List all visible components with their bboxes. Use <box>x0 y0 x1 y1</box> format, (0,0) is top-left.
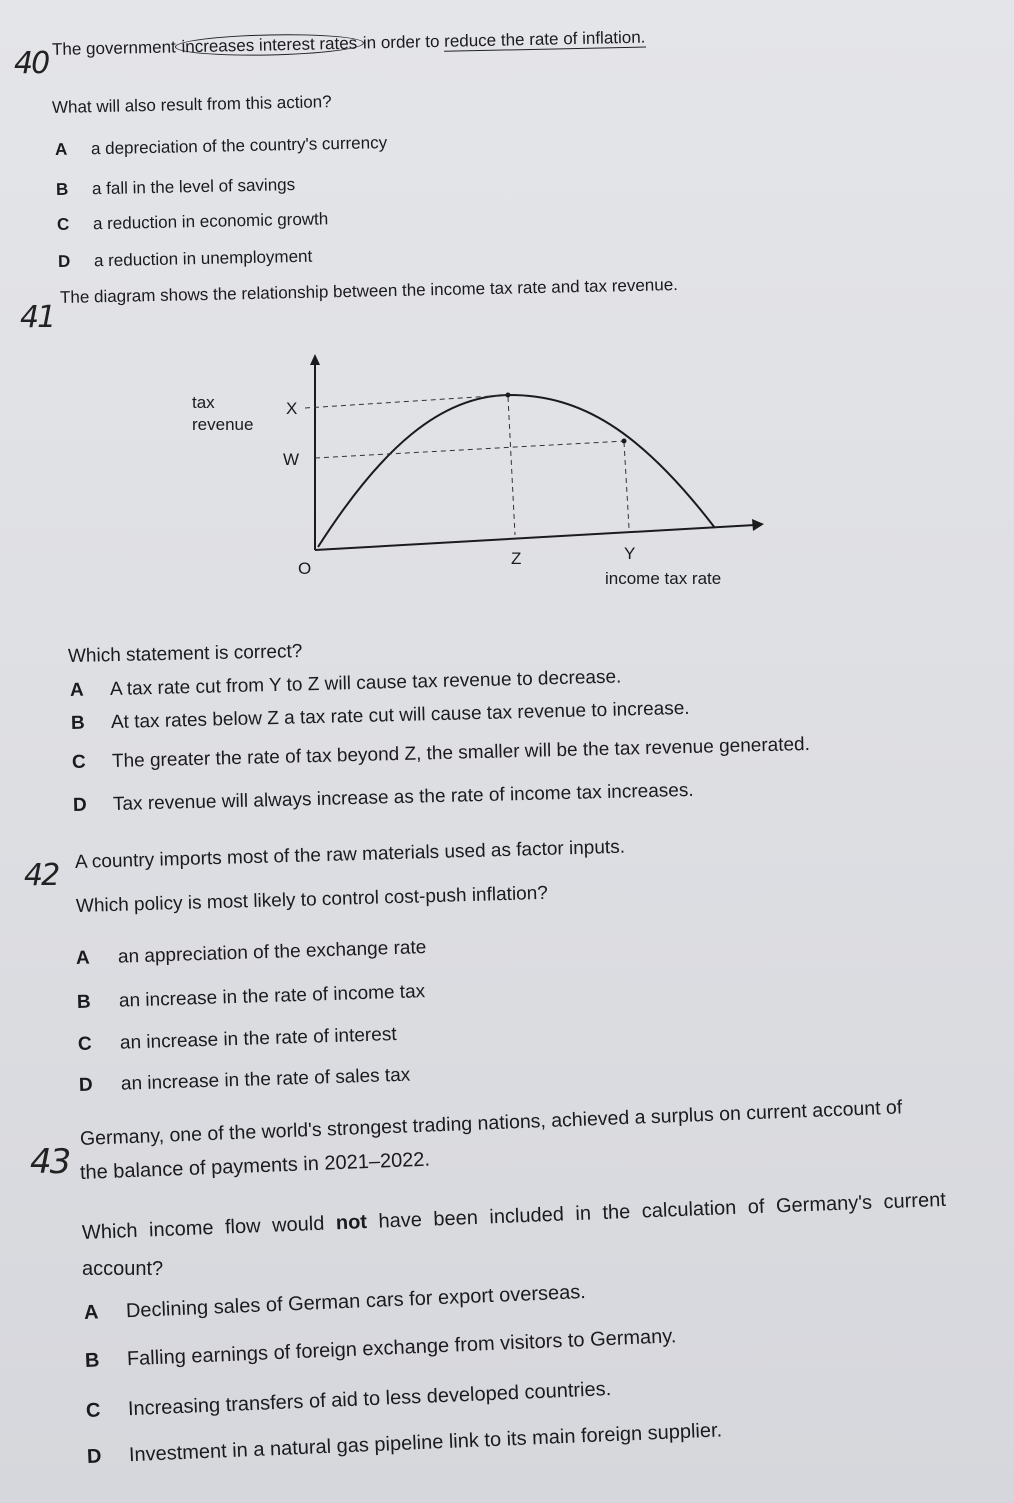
label-x: X <box>286 399 298 418</box>
question-40-prompt: What will also result from this action? <box>51 92 332 117</box>
option-41-a[interactable] <box>70 667 622 702</box>
option-text: At tax rates below Z a tax rate cut will cause tax revenue to increase. <box>110 697 690 734</box>
option-text: Tax revenue will always increase as the rate of income tax increases. <box>112 779 694 816</box>
y-axis-label-line2: revenue <box>192 415 254 434</box>
option-letter: B <box>76 991 92 1013</box>
question-number-42: 42 <box>24 858 59 893</box>
question-42-prompt: Which policy is most likely to control cost-push inflation? <box>75 882 549 917</box>
option-letter: B <box>55 179 69 199</box>
prompt-after: have been included in the calculation of Germany's current <box>366 1188 947 1234</box>
question-number-40: 40 <box>14 46 49 81</box>
option-letter: A <box>83 1301 99 1324</box>
option-letter: D <box>57 251 71 271</box>
option-letter: D <box>72 794 87 816</box>
option-letter: B <box>70 712 85 734</box>
x-axis <box>315 525 755 550</box>
y-axis-label-line1: tax <box>192 393 215 412</box>
option-40-c[interactable] <box>57 209 329 235</box>
y-dashed-line <box>624 442 629 528</box>
option-text: Increasing transfers of aid to less developed countries. <box>127 1377 612 1421</box>
option-text: a reduction in unemployment <box>93 246 313 271</box>
option-text: an increase in the rate of sales tax <box>120 1064 411 1095</box>
option-42-b[interactable] <box>77 981 426 1014</box>
question-41-prompt: Which statement is correct? <box>67 641 303 667</box>
w-level-dashed-line <box>315 441 625 458</box>
option-41-b[interactable] <box>71 698 690 735</box>
option-letter: B <box>84 1349 100 1372</box>
w-point <box>622 439 627 444</box>
tax-revenue-curve <box>318 395 715 547</box>
option-text: an appreciation of the exchange rate <box>117 936 427 968</box>
option-text: Investment in a natural gas pipeline link to its main foreign supplier. <box>128 1419 723 1467</box>
option-41-d[interactable] <box>73 780 694 817</box>
option-text: an increase in the rate of interest <box>119 1023 397 1054</box>
option-letter: D <box>78 1074 94 1096</box>
question-40-stem <box>52 28 646 60</box>
prompt-emphasis: not <box>335 1211 368 1235</box>
option-43-d[interactable] <box>87 1419 723 1469</box>
label-z: Z <box>511 549 522 568</box>
option-40-d[interactable] <box>58 247 313 272</box>
x-axis-arrow <box>752 519 764 531</box>
question-43-prompt <box>82 1189 947 1245</box>
z-dashed-line <box>508 397 515 535</box>
circled-phrase: increases interest rates <box>174 32 364 57</box>
option-40-a[interactable] <box>55 133 388 160</box>
option-letter: C <box>56 214 70 234</box>
y-axis-arrow <box>310 354 320 365</box>
question-43-stem-line1: Germany, one of the world's strongest trading nations, achieved a surplus on current account of <box>79 1096 903 1150</box>
prompt-before: Which income flow would <box>81 1212 337 1244</box>
label-w: W <box>283 450 300 469</box>
x-level-dashed-line <box>305 395 508 408</box>
stem-text-before: The government <box>51 37 181 59</box>
label-y: Y <box>624 544 636 563</box>
question-number-41: 41 <box>20 300 55 335</box>
x-axis-label: income tax rate <box>605 569 722 588</box>
option-letter: A <box>75 947 91 969</box>
option-letter: A <box>69 679 84 701</box>
option-43-c[interactable] <box>86 1378 612 1423</box>
option-text: a depreciation of the country's currency <box>90 133 388 159</box>
stem-text-middle: in order to <box>357 31 445 53</box>
option-text: A tax rate cut from Y to Z will cause tax revenue to decrease. <box>109 666 622 701</box>
option-text: Declining sales of German cars for export overseas. <box>125 1280 587 1323</box>
option-text: The greater the rate of tax beyond Z, the smaller will be the tax revenue generated. <box>111 733 811 773</box>
option-42-d[interactable] <box>79 1065 411 1097</box>
option-text: a reduction in economic growth <box>92 209 329 234</box>
underlined-phrase: reduce the rate of inflation. <box>443 27 646 51</box>
option-42-c[interactable] <box>78 1024 397 1056</box>
peak-point <box>506 393 511 398</box>
question-42-stem: A country imports most of the raw materials used as factor inputs. <box>74 836 626 873</box>
option-42-a[interactable] <box>76 937 427 970</box>
option-text: Falling earnings of foreign exchange from visitors to Germany. <box>126 1325 677 1371</box>
option-letter: C <box>77 1033 93 1055</box>
option-letter: A <box>54 139 68 159</box>
question-43-stem-line2: the balance of payments in 2021–2022. <box>79 1148 431 1184</box>
option-letter: D <box>86 1445 102 1468</box>
option-letter: C <box>71 751 86 773</box>
origin-label: O <box>298 559 312 578</box>
option-41-c[interactable] <box>72 734 810 774</box>
question-41-stem: The diagram shows the relationship between the income tax rate and tax revenue. <box>59 275 679 307</box>
question-43-prompt-line2: account? <box>82 1258 164 1280</box>
question-number-43: 43 <box>30 1142 70 1182</box>
tax-revenue-diagram <box>180 350 780 600</box>
option-43-a[interactable] <box>84 1281 587 1325</box>
option-letter: C <box>85 1399 101 1422</box>
option-text: a fall in the level of savings <box>91 174 296 199</box>
option-text: an increase in the rate of income tax <box>118 981 426 1012</box>
option-43-b[interactable] <box>85 1325 677 1373</box>
option-40-b[interactable] <box>56 175 296 200</box>
